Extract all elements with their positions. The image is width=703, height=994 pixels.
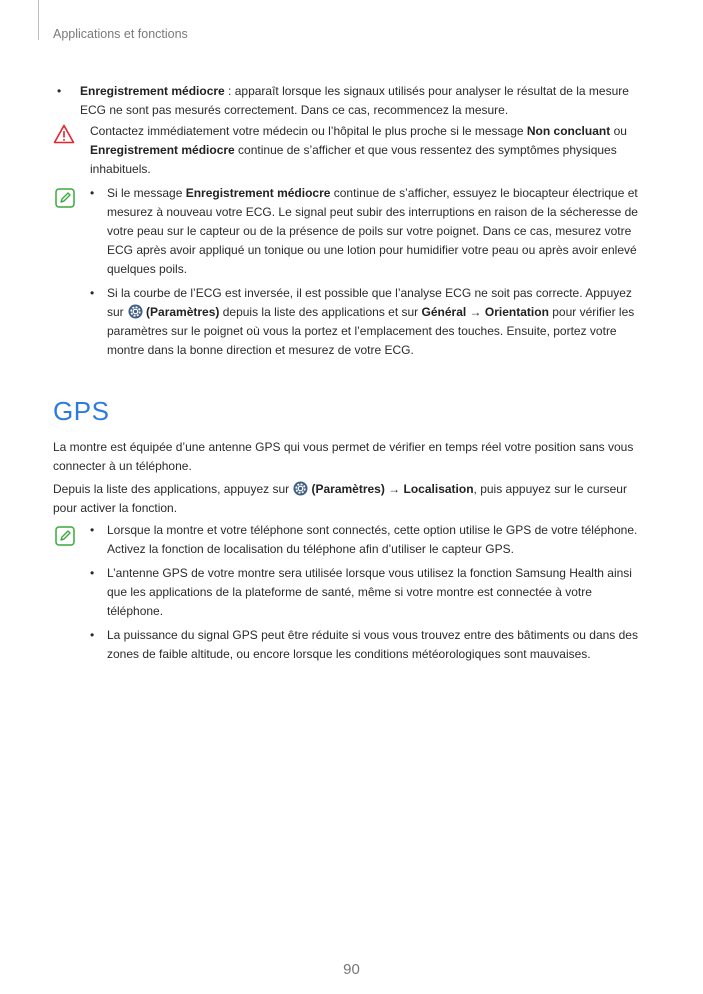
page-number: 90 <box>343 961 360 978</box>
page-margin-line <box>38 0 39 40</box>
list-item <box>90 626 650 664</box>
list-item <box>90 284 650 360</box>
bullet: • <box>90 566 95 580</box>
note-text: La puissance du signal GPS peut être réduite si vous vous trouvez entre des bâtiments ou dans des zones de faible altitude, ou encore lorsque les conditions météorologiques sont mauvaises. <box>107 628 638 661</box>
menu-orientation: Orientation <box>484 305 549 319</box>
note-icon <box>55 188 75 208</box>
settings-label: (Paramètres) <box>146 305 220 319</box>
note-text: depuis la liste des applications et sur <box>219 305 422 319</box>
bullet: • <box>90 186 95 200</box>
arrow: → <box>384 482 404 496</box>
menu-general: Général <box>421 305 467 319</box>
warning-text-part: ou <box>610 124 627 138</box>
bullet: • <box>90 523 95 537</box>
menu-location: Localisation <box>403 482 474 496</box>
list-item <box>90 521 650 559</box>
list-item <box>90 564 650 621</box>
term-description: : apparaît lorsque les signaux utilisés pour analyser le résultat de la mesure ECG ne sont pas mesurés correctement. Dans ce cas, recommencez la mesure. <box>80 84 629 117</box>
section-title-gps: GPS <box>53 396 110 426</box>
note-text: continue de s’afficher, essuyez le biocapteur électrique et mesurez à nouveau votre ECG. Le signal peut subir des interruptions en raison de la sécheresse de votre peau sur le capteur ou de la présence de poils sur votre poignet. Dans ce cas, mesurez votre ECG après avoir appliqué un tonique ou une lotion pour humidifier votre peau ou après avoir enlevé quelques poils. <box>107 186 638 276</box>
bullet: • <box>90 286 95 300</box>
bullet: • <box>90 628 95 642</box>
message-inconclusive: Non concluant <box>526 124 611 138</box>
bullet: • <box>57 84 62 98</box>
paragraph-text: , puis appuyez sur le curseur pour activer la fonction. <box>53 482 627 515</box>
gps-intro-paragraph: La montre est équipée d’une antenne GPS qui vous permet de vérifier en temps réel votre position sans vous connecter à un téléphone. <box>53 440 634 473</box>
note-list-gps <box>90 521 650 669</box>
paragraph-text: Depuis la liste des applications, appuyez sur <box>53 482 293 496</box>
note-text: L’antenne GPS de votre montre sera utilisée lorsque vous utilisez la fonction Samsung Health ainsi que les applications de la plateforme de santé, même si votre montre est connectée à votre téléphone. <box>107 566 632 618</box>
note-text: Si le message <box>107 186 186 200</box>
note-text: pour vérifier les paramètres sur le poignet où vous la portez et l’emplacement des touches. Ensuite, portez votre montre dans la bonne direction et mesurez de votre ECG. <box>107 305 635 357</box>
note-text: Lorsque la montre et votre téléphone sont connectés, cette option utilise le GPS de votre téléphone. Activez la fonction de localisation du téléphone afin d’utiliser le capteur GPS. <box>107 523 638 556</box>
settings-gear-icon <box>293 481 308 496</box>
settings-label: (Paramètres) <box>311 482 385 496</box>
settings-gear-icon <box>128 304 143 319</box>
gps-instructions-paragraph <box>53 480 653 518</box>
term-poor-recording: Enregistrement médiocre <box>80 84 225 98</box>
warning-text-part: continue de s’afficher et que vous ressentez des symptômes physiques inhabituels. <box>90 143 617 176</box>
note-list-ecg <box>90 184 650 365</box>
list-item <box>90 184 650 279</box>
message-poor-recording: Enregistrement médiocre <box>185 186 331 200</box>
section-header: Applications et fonctions <box>53 27 188 41</box>
warning-text-part: Contactez immédiatement votre médecin ou l’hôpital le plus proche si le message <box>90 124 527 138</box>
message-poor-recording: Enregistrement médiocre <box>90 143 235 157</box>
warning-icon <box>53 124 75 144</box>
arrow: → <box>466 305 485 319</box>
note-text: Si la courbe de l’ECG est inversée, il est possible que l’analyse ECG ne soit pas correcte. Appuyez sur <box>107 286 632 319</box>
warning-text <box>90 122 650 179</box>
list-item-poor-recording <box>57 82 650 120</box>
note-icon <box>55 526 75 546</box>
